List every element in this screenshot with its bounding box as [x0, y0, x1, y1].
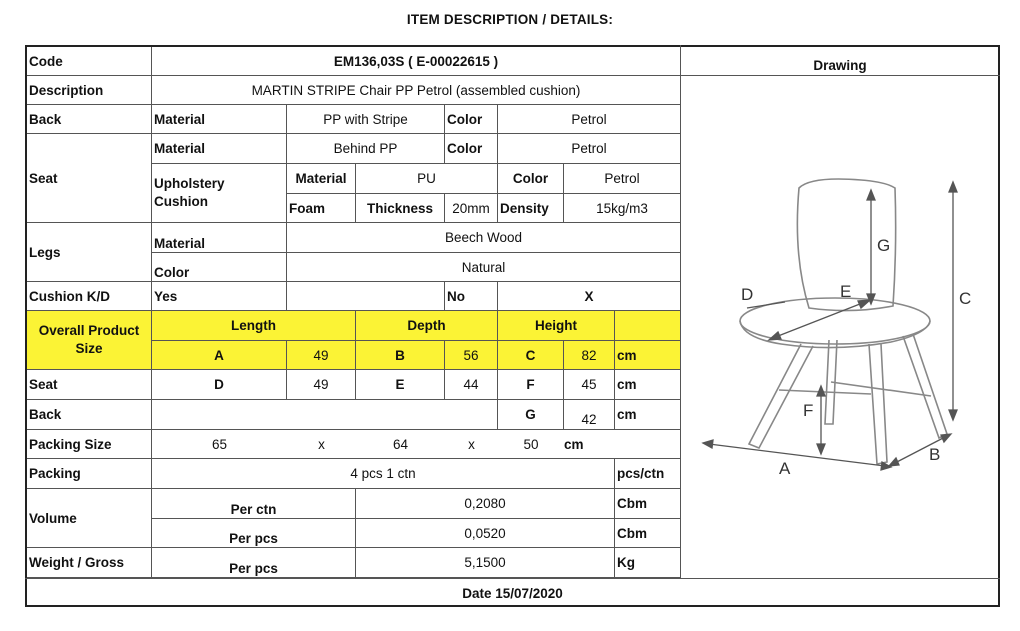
cushion-kd-yes: Yes [152, 282, 287, 311]
packing-size-width: 64 [356, 430, 445, 459]
dim-b-arrow-left [889, 458, 899, 466]
dim-e-value: 44 [445, 370, 498, 400]
chair-stretcher-2 [831, 382, 931, 396]
page-title: ITEM DESCRIPTION / DETAILS: [406, 12, 614, 27]
drawing-letter-g: G [877, 236, 891, 255]
back-cm-unit: cm [615, 400, 681, 430]
dim-a-value: 49 [287, 341, 356, 370]
chair-outline [740, 179, 947, 464]
dim-a-line [709, 444, 885, 466]
packing-size-length: 65 [152, 430, 287, 459]
foam-label: Foam [287, 194, 356, 223]
packing-label: Packing [27, 459, 152, 489]
dim-e-arrow-right [858, 300, 870, 308]
packing-size-unit: cm [564, 430, 615, 459]
dim-f-value: 45 [564, 370, 615, 400]
density-label: Density [498, 194, 564, 223]
dim-c-value: 82 [564, 341, 615, 370]
overall-size-label: Overall Product Size [27, 311, 152, 370]
cushion-kd-no-mark: X [498, 282, 681, 311]
dim-g-arrow-top [867, 190, 875, 200]
back-dims-label: Back [27, 400, 152, 430]
dim-e-arrow-left [769, 332, 781, 340]
cushion-kd-no: No [445, 282, 498, 311]
date-footer: Date 15/07/2020 [25, 578, 1000, 608]
drawing-letter-b: B [929, 445, 941, 464]
legs-material-value: Beech Wood [287, 223, 681, 253]
cushion-kd-label: Cushion K/D [27, 282, 152, 311]
height-header: Height [498, 311, 615, 341]
chair-drawing [681, 76, 999, 578]
dim-f-arrow-bottom [817, 444, 825, 454]
upholstery-material-value: PU [356, 164, 498, 194]
back-dims-empty [152, 400, 498, 430]
legs-material-label: Material [152, 223, 287, 253]
thickness-label: Thickness [356, 194, 445, 223]
packing-unit: pcs/ctn [615, 459, 681, 489]
weight-unit: Kg [615, 548, 681, 578]
drawing-letter-d: D [741, 285, 754, 304]
dim-f-label: F [498, 370, 564, 400]
drawing-letter-f: F [803, 401, 814, 420]
dim-c-arrow-top [949, 182, 957, 192]
density-value: 15kg/m3 [564, 194, 681, 223]
back-material-label: Material [152, 105, 287, 134]
legs-label: Legs [27, 223, 152, 282]
code-value: EM136,03S ( E-00022615 ) [152, 47, 681, 76]
dim-g-label: G [498, 400, 564, 430]
drawing-letter-a: A [779, 459, 791, 478]
upholstery-color-label: Color [498, 164, 564, 194]
legs-color-value: Natural [287, 253, 681, 282]
dim-d-label: D [152, 370, 287, 400]
back-material-value: PP with Stripe [287, 105, 445, 134]
code-label: Code [27, 47, 152, 76]
dim-g-value: 42 [564, 400, 615, 430]
overall-cm-unit: cm [615, 341, 681, 370]
packing-size-label: Packing Size [27, 430, 152, 459]
dim-e-line [773, 302, 865, 338]
upholstery-material-label: Material [287, 164, 356, 194]
packing-size-x2: x [445, 430, 498, 459]
seat-color-label: Color [445, 134, 498, 164]
dim-e-label: E [356, 370, 445, 400]
drawing-letter-e: E [840, 282, 852, 301]
depth-header: Depth [356, 311, 498, 341]
description-label: Description [27, 76, 152, 105]
dim-d-value: 49 [287, 370, 356, 400]
seat-cm-unit: cm [615, 370, 681, 400]
chair-stretcher-1 [779, 390, 871, 394]
seat-material-label: Material [152, 134, 287, 164]
seat-color-value: Petrol [498, 134, 681, 164]
dim-c-arrow-bottom [949, 410, 957, 420]
back-label: Back [27, 105, 152, 134]
seat-material-value: Behind PP [287, 134, 445, 164]
dim-b-value: 56 [445, 341, 498, 370]
volume-ctn-unit: Cbm [615, 489, 681, 519]
drawing-letter-c: C [959, 289, 972, 308]
height-header-spacer [615, 311, 681, 341]
dim-b-arrow-right [941, 434, 951, 442]
upholstery-color-value: Petrol [564, 164, 681, 194]
packing-size-spacer [615, 430, 681, 459]
weight-label: Weight / Gross [27, 548, 152, 578]
volume-per-pcs-label: Per pcs [152, 519, 356, 548]
weight-per-pcs-label: Per pcs [152, 548, 356, 578]
seat-label: Seat [27, 134, 152, 223]
packing-value: 4 pcs 1 ctn [152, 459, 615, 489]
chair-leg-back-right [903, 334, 947, 438]
seat-dims-label: Seat [27, 370, 152, 400]
dim-b-label: B [356, 341, 445, 370]
cushion-kd-yes-value [287, 282, 445, 311]
dim-a-arrow-left [703, 440, 713, 448]
description-value: MARTIN STRIPE Chair PP Petrol (assembled cushion) [152, 76, 681, 105]
packing-size-height: 50 [498, 430, 564, 459]
weight-value: 5,1500 [356, 548, 615, 578]
dim-c-label: C [498, 341, 564, 370]
length-header: Length [152, 311, 356, 341]
drawing-header: Drawing [680, 45, 1000, 76]
legs-color-label: Color [152, 253, 287, 282]
back-color-label: Color [445, 105, 498, 134]
back-color-value: Petrol [498, 105, 681, 134]
dim-a-label: A [152, 341, 287, 370]
volume-label: Volume [27, 489, 152, 548]
chair-leg-front-right [869, 344, 887, 464]
volume-per-pcs-value: 0,0520 [356, 519, 615, 548]
volume-per-ctn-label: Per ctn [152, 489, 356, 519]
chair-leg-front-left [749, 344, 813, 448]
thickness-value: 20mm [445, 194, 498, 223]
volume-per-ctn-value: 0,2080 [356, 489, 615, 519]
packing-size-x1: x [287, 430, 356, 459]
upholstery-cushion-label: Upholstery Cushion [152, 164, 287, 223]
volume-pcs-unit: Cbm [615, 519, 681, 548]
